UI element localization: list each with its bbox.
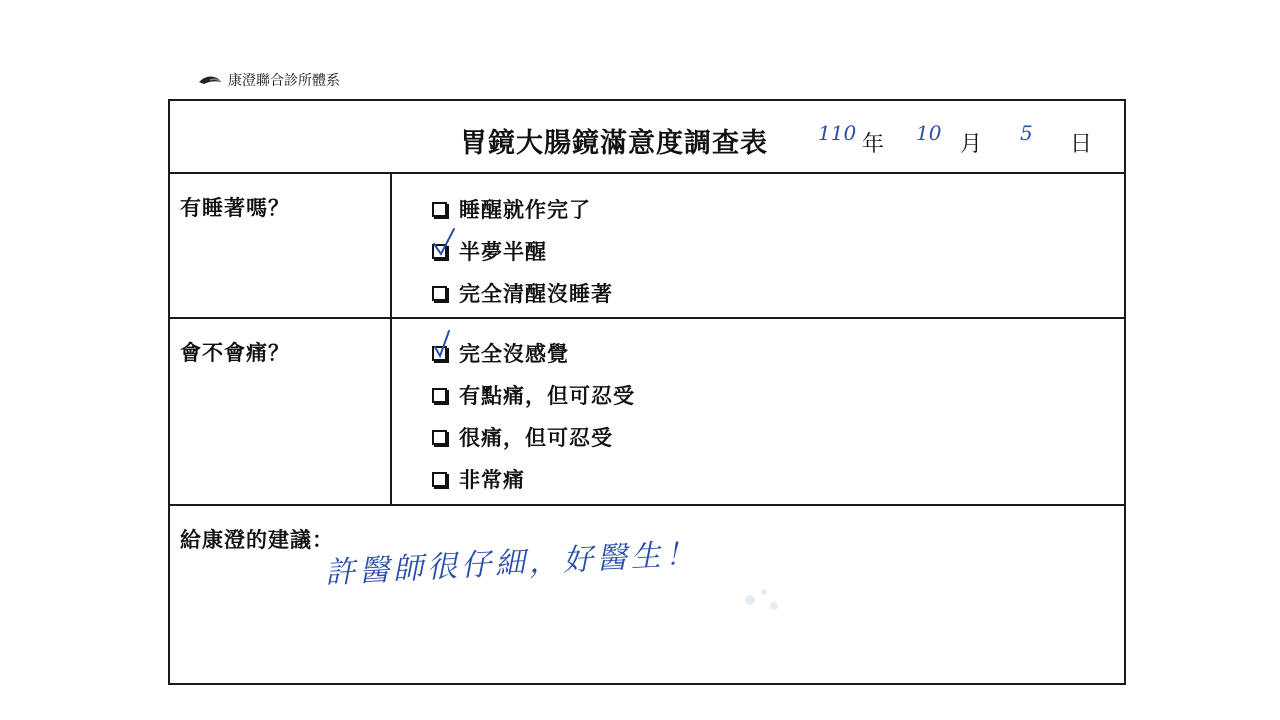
option-label: 非常痛 [459, 468, 525, 492]
date-day-label: 日 [1070, 132, 1093, 157]
checkbox-checked[interactable] [432, 346, 447, 361]
option-label: 完全清醒沒睡著 [459, 282, 613, 306]
pain-options [432, 332, 635, 500]
option-label: 有點痛，但可忍受 [459, 384, 635, 408]
question-sleep-label: 有睡著嗎？ [180, 196, 290, 220]
checkbox[interactable] [432, 202, 447, 217]
column-divider [390, 174, 392, 317]
option-label: 半夢半醒 [459, 240, 547, 264]
checkbox-checked[interactable] [432, 244, 447, 259]
option-sleep-2[interactable] [432, 230, 613, 272]
option-sleep-1[interactable] [432, 188, 613, 230]
question-sleep [170, 174, 1124, 319]
question-pain-label: 會不會痛？ [180, 341, 290, 365]
date-day-value: 5 [1020, 121, 1033, 145]
sleep-options [432, 188, 613, 314]
option-label: 很痛，但可忍受 [459, 426, 613, 450]
check-mark-icon [432, 330, 456, 358]
option-label: 睡醒就作完了 [459, 198, 591, 222]
survey-form [168, 99, 1126, 685]
date-month-label: 月 [960, 132, 983, 157]
form-title-row [170, 101, 1124, 174]
handwritten-suggestion[interactable]: 許醫師很仔細，好醫生！ [324, 536, 700, 591]
faded-stamp-mark [730, 578, 790, 618]
logo-icon [198, 74, 222, 86]
option-pain-2[interactable] [432, 374, 635, 416]
option-label: 完全沒感覺 [459, 342, 569, 366]
check-mark-icon [432, 228, 456, 256]
option-pain-3[interactable] [432, 416, 635, 458]
question-pain [170, 319, 1124, 506]
date-year-value: 110 [818, 121, 857, 145]
option-pain-4[interactable] [432, 458, 635, 500]
checkbox[interactable] [432, 286, 447, 301]
clinic-logo [198, 70, 340, 90]
option-sleep-3[interactable] [432, 272, 613, 314]
checkbox[interactable] [432, 388, 447, 403]
checkbox[interactable] [432, 472, 447, 487]
date-month-value: 10 [916, 121, 942, 145]
form-title: 胃鏡大腸鏡滿意度調查表 [460, 128, 768, 159]
logo-text: 康澄聯合診所體系 [228, 73, 340, 89]
option-pain-1[interactable] [432, 332, 635, 374]
checkbox[interactable] [432, 430, 447, 445]
suggestion-label: 給康澄的建議： [180, 528, 334, 552]
column-divider [390, 319, 392, 504]
date-year-label: 年 [862, 132, 885, 157]
suggestion-section [170, 506, 1124, 683]
